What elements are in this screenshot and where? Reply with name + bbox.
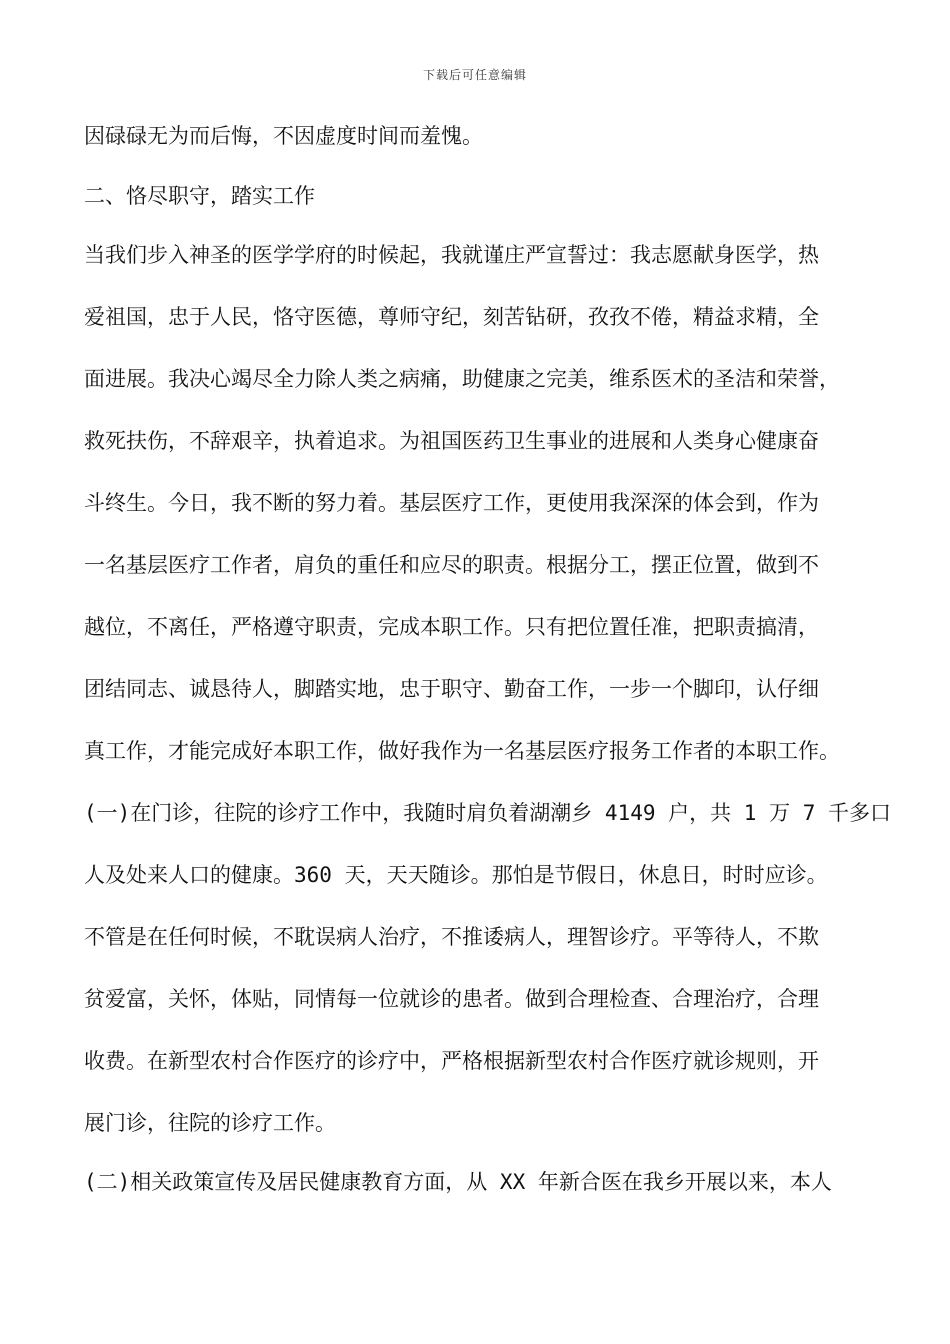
text-line: 真工作，才能完成好本职工作，做好我作为一名基层医疗报务工作者的本职工作。 xyxy=(84,739,840,763)
text-line: 越位，不离任，严格遵守职责，完成本职工作。只有把位置任准，把职责搞清， xyxy=(84,615,819,639)
text-line: 爱祖国，忠于人民，恪守医德，尊师守纪，刻苦钻研，孜孜不倦，精益求精，全 xyxy=(84,305,819,329)
text-line: 面进展。我决心竭尽全力除人类之病痛，助健康之完美，维系医术的圣洁和荣誉， xyxy=(84,367,840,391)
text-line: 当我们步入神圣的医学学府的时候起，我就谨庄严宣誓过：我志愿献身医学，热 xyxy=(84,243,819,267)
text-line: 贫爱富，关怀，体贴，同情每一位就诊的患者。做到合理检查、合理治疗，合理 xyxy=(84,987,819,1011)
page-header-note: 下载后可任意编辑 xyxy=(422,68,527,82)
text-line: 团结同志、诚恳待人，脚踏实地，忠于职守、勤奋工作，一步一个脚印，认仔细 xyxy=(84,677,819,701)
text-line: (一)在门诊，往院的诊疗工作中，我随时肩负着湖潮乡 4149 户，共 1 万 7 千多口 xyxy=(84,801,892,825)
text-line: 展门诊，往院的诊疗工作。 xyxy=(84,1111,336,1135)
section-heading: 二、恪尽职守，踏实工作 xyxy=(84,184,315,208)
text-line: 因碌碌无为而后悔，不因虚度时间而羞愧。 xyxy=(84,124,483,148)
text-line: 人及处来人口的健康。360 天，天天随诊。那怕是节假日，休息日，时时应诊。 xyxy=(84,863,828,887)
text-line: 斗终生。今日，我不断的努力着。基层医疗工作，更使用我深深的体会到，作为 xyxy=(84,491,819,515)
text-line: 一名基层医疗工作者，肩负的重任和应尽的职责。根据分工，摆正位置，做到不 xyxy=(84,553,819,577)
text-line: 不管是在任何时候，不耽误病人治疗，不推诿病人，理智诊疗。平等待人，不欺 xyxy=(84,925,819,949)
text-line: 救死扶伤，不辞艰辛，执着追求。为祖国医药卫生事业的进展和人类身心健康奋 xyxy=(84,429,819,453)
text-line: 收费。在新型农村合作医疗的诊疗中，严格根据新型农村合作医疗就诊规则，开 xyxy=(84,1049,819,1073)
text-line: (二)相关政策宣传及居民健康教育方面，从 XX 年新合医在我乡开展以来，本人 xyxy=(84,1170,832,1194)
